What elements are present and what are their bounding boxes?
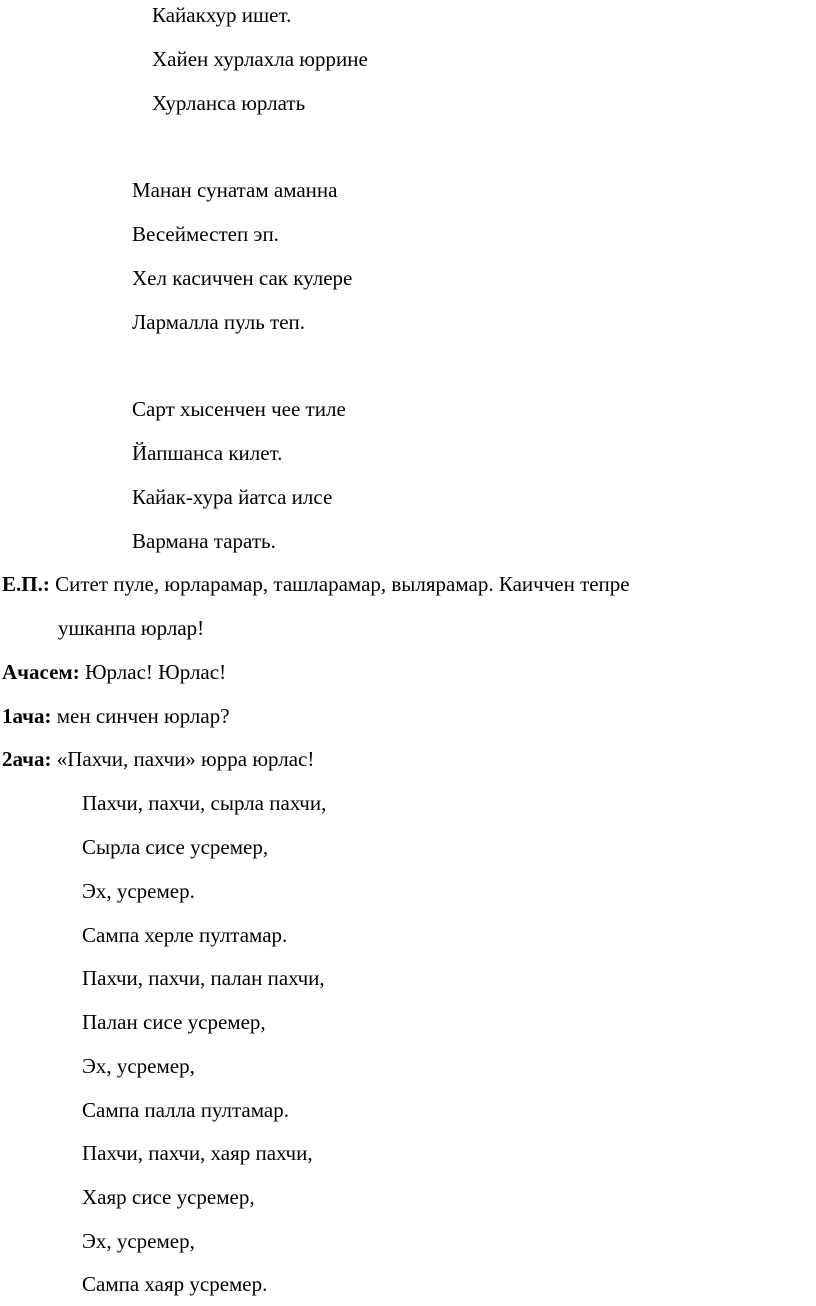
song-line: Эх, усремер. — [82, 879, 195, 903]
dialogue-text: «Пахчи, пахчи» юрра юрлас! — [51, 747, 315, 771]
dialogue-text: Ситет пуле, юрларамар, ташларамар, вылярамар. Каиччен тепре — [49, 572, 630, 596]
song-line: Хаяр сисе усремер, — [82, 1185, 255, 1209]
song-line: Сампа херле пултамар. — [82, 923, 288, 947]
song-line: Сампа палла пултамар. — [82, 1098, 289, 1122]
song-line: Сампа хаяр усремер. — [82, 1272, 268, 1296]
verse-line: Хайен хурлахла юррине — [152, 47, 368, 71]
speaker-label: Ачасем: — [2, 660, 80, 684]
speaker-label: 1ача: — [2, 704, 52, 728]
verse-line: Кайак-хура йатса илсе — [132, 485, 333, 509]
speaker-label: Е.П.: — [2, 572, 50, 596]
dialogue-line — [2, 572, 630, 596]
dialogue-line — [2, 660, 226, 684]
song-line: Эх, усремер, — [82, 1054, 195, 1078]
song-line: Сырла сисе усремер, — [82, 835, 269, 859]
verse-line: Весейместеп эп. — [132, 222, 279, 246]
song-line: Палан сисе усремер, — [82, 1010, 266, 1034]
dialogue-line — [2, 747, 314, 771]
song-line: Эх, усремер, — [82, 1229, 195, 1253]
dialogue-continuation: ушканпа юрлар! — [58, 616, 205, 640]
dialogue-text: мен синчен юрлар? — [51, 704, 230, 728]
song-line: Пахчи, пахчи, хаяр пахчи, — [82, 1141, 313, 1165]
speaker-label: 2ача: — [2, 747, 52, 771]
verse-line: Вармана тарать. — [132, 529, 276, 553]
verse-line: Кайакхур ишет. — [152, 3, 292, 27]
verse-line: Хурланса юрлать — [152, 91, 306, 115]
song-line: Пахчи, пахчи, сырла пахчи, — [82, 791, 327, 815]
verse-line: Лармалла пуль теп. — [132, 310, 306, 334]
verse-line: Сарт хысенчен чее тиле — [132, 397, 346, 421]
verse-line: Хел касиччен сак кулере — [132, 266, 353, 290]
verse-line: Йапшанса килет. — [132, 441, 283, 465]
song-line: Пахчи, пахчи, палан пахчи, — [82, 966, 325, 990]
verse-line: Манан сунатам аманна — [132, 178, 338, 202]
dialogue-text: Юрлас! Юрлас! — [79, 660, 227, 684]
dialogue-line — [2, 704, 230, 728]
